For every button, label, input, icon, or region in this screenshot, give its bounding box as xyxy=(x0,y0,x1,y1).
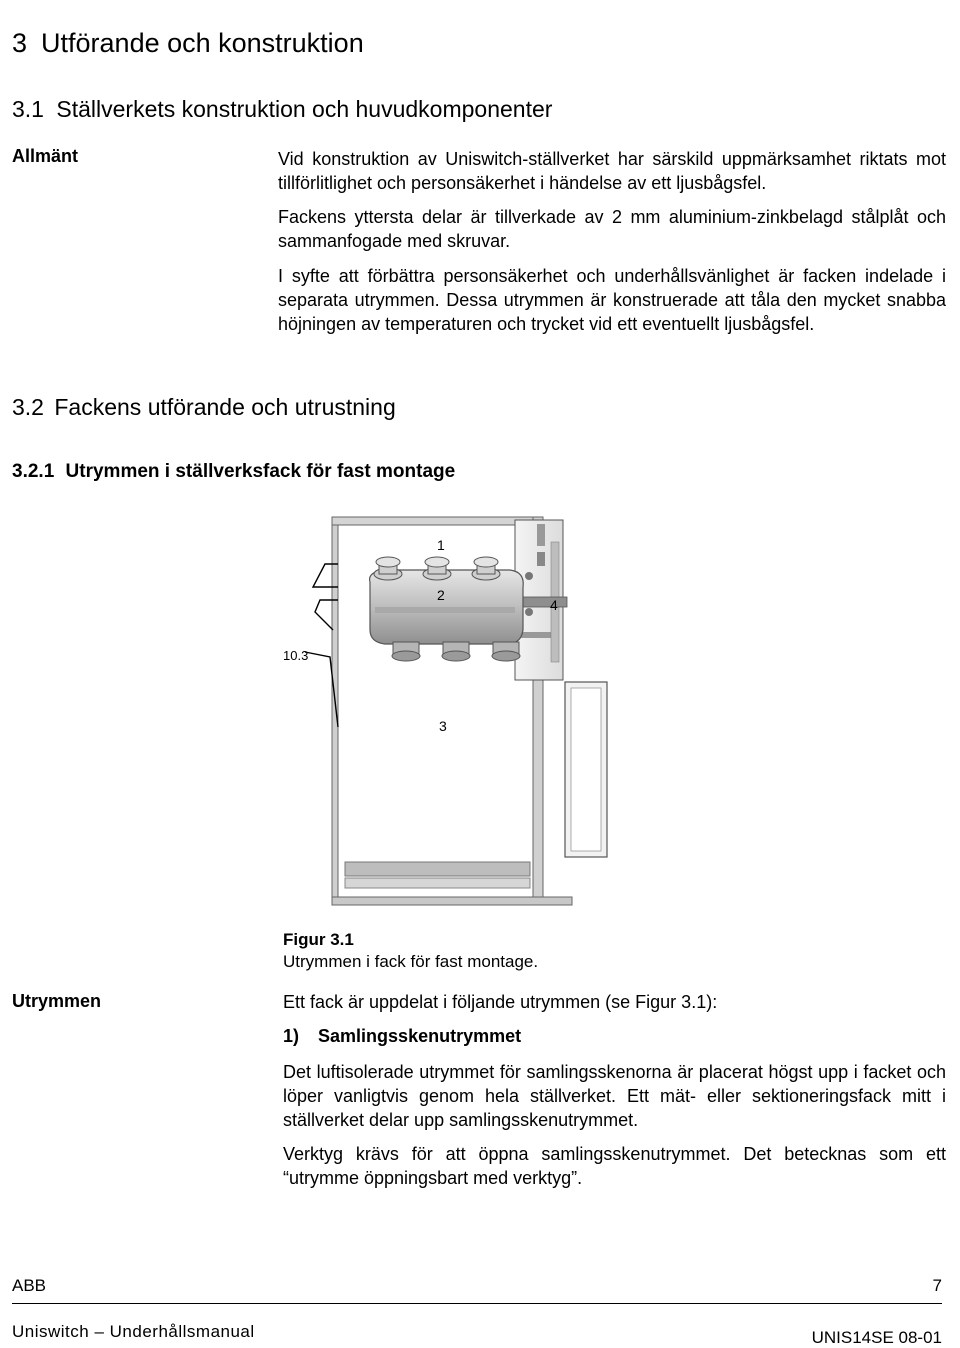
section-3-2-title: Fackens utförande och utrustning xyxy=(54,394,396,420)
chapter-title: Utförande och konstruktion xyxy=(41,28,364,58)
callout-3: 3 xyxy=(439,718,447,734)
footer-divider xyxy=(12,1303,942,1304)
compartment-item-1-number: 1) xyxy=(283,1026,300,1046)
section-3-2-heading xyxy=(12,394,396,421)
switchgear-drawing xyxy=(275,512,620,912)
section-3-1-number: 3.1 xyxy=(12,96,44,122)
callout-4: 4 xyxy=(550,597,558,613)
callout-10-3: 10.3 xyxy=(283,648,309,663)
footer-doc-id: UNIS14SE 08-01 xyxy=(811,1328,942,1347)
compartments-paragraph-1: Det luftisolerade utrymmet för samlingsskenorna är placerat högst upp i facket och löper vanligtvis genom hela ställverket. Ett mät- eller sektioneringsfack mitt i ställverket delar upp samlingsskenutrymmet. xyxy=(283,1062,946,1130)
section-3-2-1-number: 3.2.1 xyxy=(12,461,55,482)
compartment-item-1-title: Samlingsskenutrymmet xyxy=(318,1026,522,1046)
general-label: Allmänt xyxy=(12,146,79,166)
section-3-2-number: 3.2 xyxy=(12,394,44,420)
chapter-number: 3 xyxy=(12,28,28,58)
switchgear-figure xyxy=(275,512,620,917)
section-3-1-heading xyxy=(12,96,552,123)
general-paragraph-2: Fackens yttersta delar är tillverkade av 2 mm aluminium-zinkbelagd stålplåt och sammanfogade med skruvar. xyxy=(278,207,946,251)
figure-caption-title: Figur 3.1 xyxy=(283,930,354,949)
chapter-heading xyxy=(12,28,364,59)
section-3-2-1-heading xyxy=(12,461,455,483)
footer-page-number: 7 xyxy=(932,1276,942,1295)
footer-company: ABB xyxy=(12,1276,47,1295)
compartment-item-1-heading xyxy=(283,1026,521,1047)
figure-caption-text: Utrymmen i fack för fast montage. xyxy=(283,952,539,971)
footer-manual-title: Uniswitch – Underhållsmanual xyxy=(12,1322,255,1341)
compartments-label: Utrymmen xyxy=(12,991,102,1011)
general-paragraph-1: Vid konstruktion av Uniswitch-ställverket har särskild uppmärksamhet riktats mot tillförlitlighet och personsäkerhet i händelse av ett ljusbågsfel. xyxy=(278,149,946,193)
general-paragraph-3: I syfte att förbättra personsäkerhet och underhållsvänlighet är facken indelade i separata utrymmen. Dessa utrymmen är konstruerade att tåla den mycket snabba höjningen av temperaturen och trycket vid ett eventuellt ljusbågsfel. xyxy=(278,266,946,334)
compartments-intro: Ett fack är uppdelat i följande utrymmen (se Figur 3.1): xyxy=(283,992,718,1012)
callout-1: 1 xyxy=(437,537,445,553)
section-3-1-title: Ställverkets konstruktion och huvudkomponenter xyxy=(56,96,553,122)
section-3-2-1-title: Utrymmen i ställverksfack för fast montage xyxy=(65,461,456,482)
callout-2: 2 xyxy=(437,587,445,603)
compartments-paragraph-2: Verktyg krävs för att öppna samlingsskenutrymmet. Det betecknas som ett “utrymme öppningsbart med verktyg”. xyxy=(283,1144,946,1188)
